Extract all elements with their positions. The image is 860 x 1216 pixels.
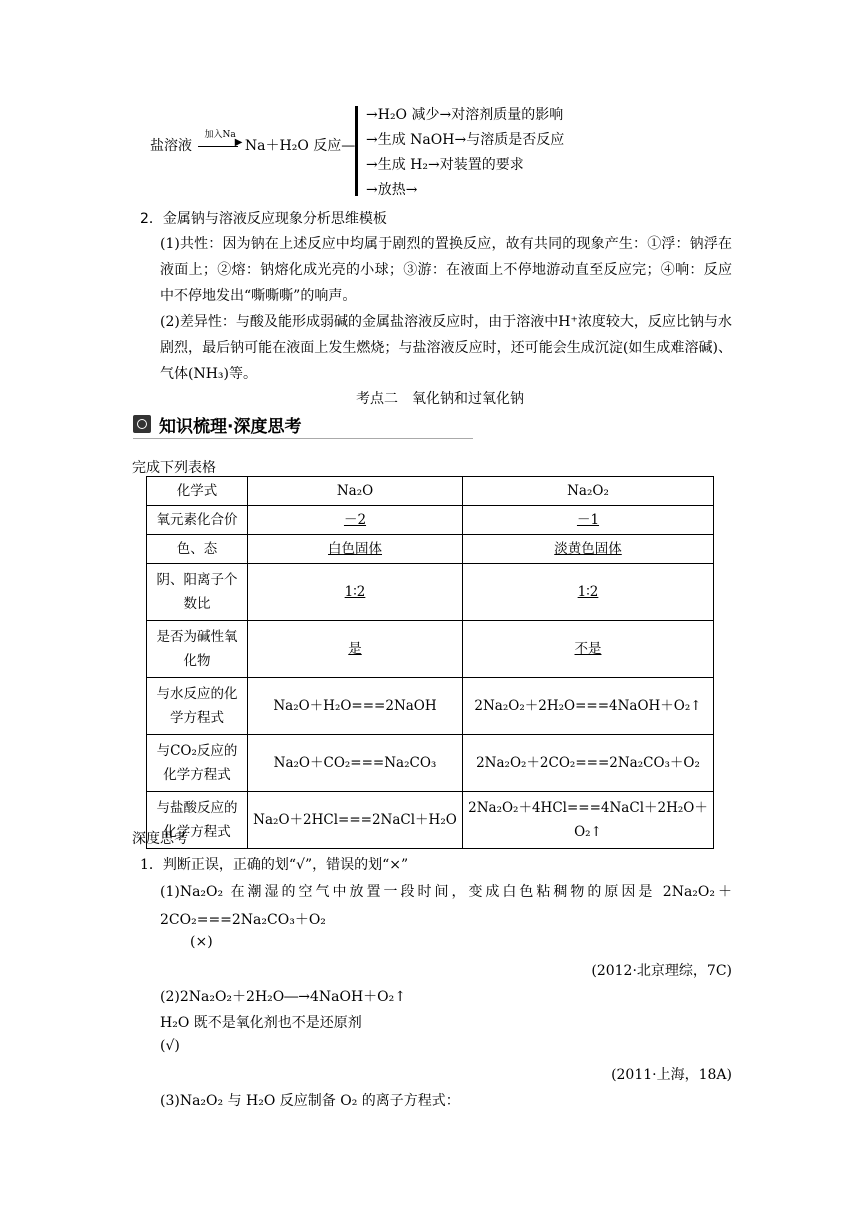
item-2-text: (2)2Na₂O₂＋2H₂O―→4NaOH＋O₂↑ [160,989,406,1005]
table-row [147,506,714,535]
table-cell [248,506,463,535]
clock-icon [133,415,151,433]
diagram-middle: Na＋H₂O 反应— [244,138,356,154]
item-2-answer: (√) [160,1038,180,1054]
table-caption: 完成下列表格 [132,460,216,476]
deep-thinking-title: 深度思考 [132,831,188,847]
table-cell [463,506,714,535]
banner-title: 知识梳理·深度思考 [159,417,302,437]
paragraph-difference: (2)差异性：与酸及能形成弱碱的金属盐溶液反应时，由于溶液中H⁺浓度较大，反应比钠与水剧烈，最后钠可能在液面上发生燃烧；与盐溶液反应时，还可能会生成沉淀(如生成难溶碱)、气体(NH₃)等。 [160,314,732,382]
table-cell: Na₂O＋CO₂===Na₂CO₃ [248,735,463,792]
diagram-arrow [196,130,243,153]
table-cell [463,564,714,621]
table-cell: 氧元素化合价 [147,506,248,535]
table-cell: 与水反应的化学方程式 [147,678,248,735]
arrow-right-icon: ▶ [234,137,243,148]
table-row [147,735,714,792]
diagram-branch: →H₂O 减少→对溶剂质量的影响 [366,107,564,123]
table-cell: 阴、阳离子个数比 [147,564,248,621]
kaodian-title: 考点二 氧化钠和过氧化钠 [356,391,524,407]
table-cell: 色、态 [147,535,248,564]
diagram-branch: →生成 H₂→对装置的要求 [366,157,524,173]
table-cell: 是否为碱性氧化物 [147,621,248,678]
section-banner [133,412,473,439]
section-heading: 2．金属钠与溶液反应现象分析思维模板 [140,211,387,227]
table-cell: Na₂O＋2HCl===2NaCl＋H₂O [248,792,463,849]
table-row [147,564,714,621]
table-cell: Na₂O＋H₂O===2NaOH [248,678,463,735]
table-cell: 与盐酸反应的化学方程式 [147,792,248,849]
table-cell [248,621,463,678]
diagram-arrow-line [198,146,238,147]
reaction-diagram [150,102,610,202]
question-1: 1．判断正误，正确的划“√”，错误的划“×” [140,857,409,873]
answer-blank: －2 [343,512,367,528]
answer-blank: 不是 [574,641,602,657]
table-cell: Na₂O₂ [463,477,714,506]
diagram-brace [355,106,358,196]
table-header-row [147,477,714,506]
item-3-text: (3)Na₂O₂ 与 H₂O 反应制备 O₂ 的离子方程式： [160,1093,460,1109]
table-row [147,792,714,849]
table-row [147,678,714,735]
table-cell [463,621,714,678]
table-cell: Na₂O [248,477,463,506]
answer-blank: 是 [348,641,362,657]
table-cell: 2Na₂O₂＋4HCl===4NaCl＋2H₂O＋O₂↑ [463,792,714,849]
table-row [147,621,714,678]
answer-blank: －1 [576,512,600,528]
diagram-arrow-label: 加入Na [204,130,236,140]
item-1-text: (1)Na₂O₂ 在潮湿的空气中放置一段时间，变成白色粘稠物的原因是 2Na₂O₂＋2CO₂===2Na₂CO₃＋O₂ [160,884,732,928]
comparison-table [146,476,714,849]
table-cell [463,535,714,564]
paragraph-commonality: (1)共性：因为钠在上述反应中均属于剧烈的置换反应，故有共同的现象产生：①浮：钠浮在液面上；②熔：钠熔化成光亮的小球；③游：在液面上不停地游动直至反应完；④响：反应中不停地发出“嘶嘶嘶”的响声。 [160,236,732,304]
answer-blank: 白色固体 [328,541,382,557]
table-cell: 与CO₂反应的化学方程式 [147,735,248,792]
table-cell: 化学式 [147,477,248,506]
answer-blank: 淡黄色固体 [554,541,622,557]
table-cell: 2Na₂O₂＋2H₂O===4NaOH＋O₂↑ [463,678,714,735]
diagram-branch: →生成 NaOH→与溶质是否反应 [366,132,565,148]
item-1-answer: (×) [190,934,213,950]
table-cell: 2Na₂O₂＋2CO₂===2Na₂CO₃＋O₂ [463,735,714,792]
item-2-source: (2011·上海，18A) [611,1067,732,1083]
diagram-salt-solution: 盐溶液 [150,138,192,154]
diagram-left [150,130,356,155]
answer-blank: 1∶2 [344,584,366,600]
answer-blank: 1∶2 [577,584,599,600]
table-cell [248,564,463,621]
table-row [147,535,714,564]
diagram-branch: →放热→ [366,182,418,198]
item-1-source: (2012·北京理综，7C) [591,963,732,979]
item-2-note: H₂O 既不是氧化剂也不是还原剂 [160,1015,362,1031]
table-cell [248,535,463,564]
